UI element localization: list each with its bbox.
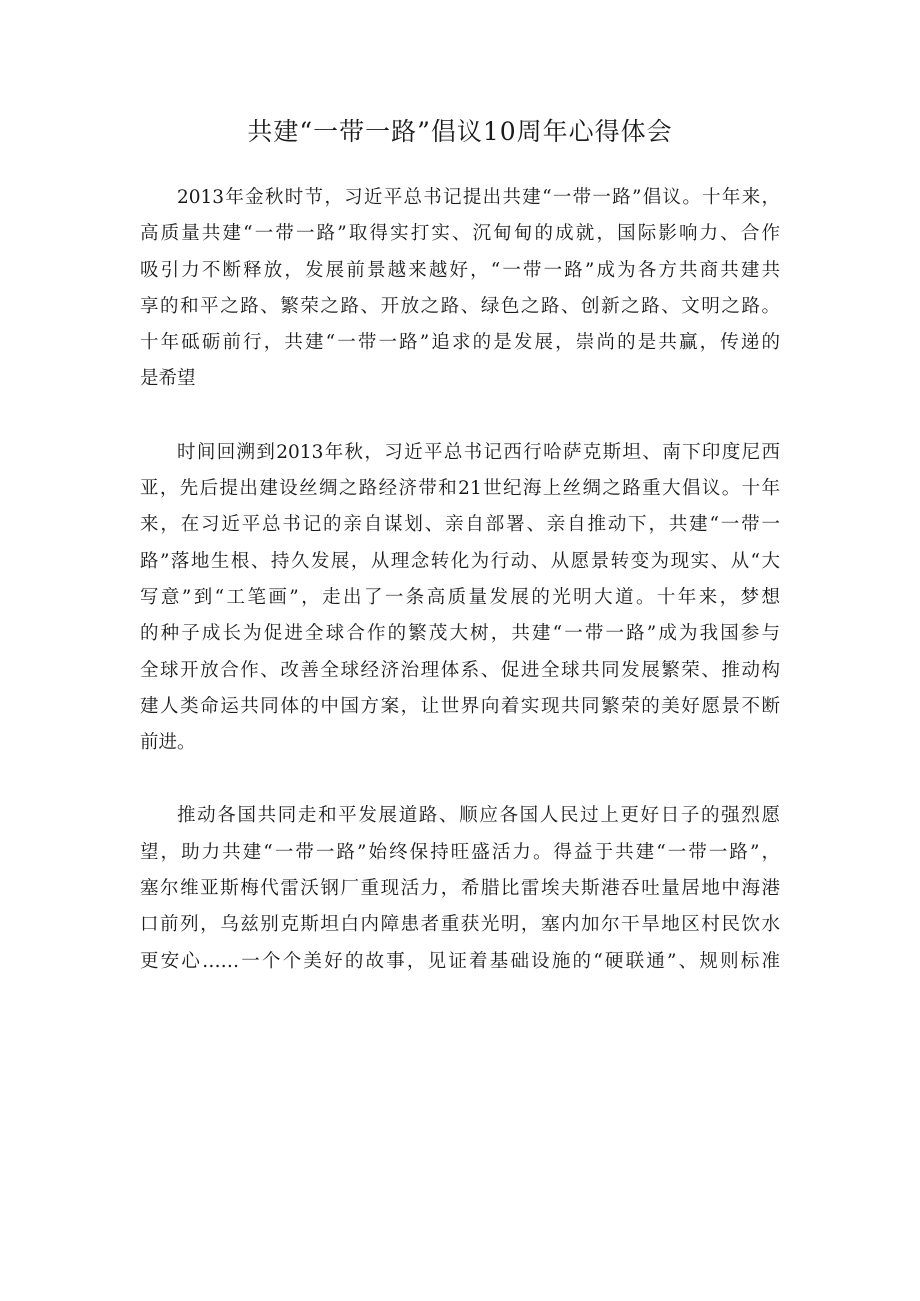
- text-line: 吸引力不断释放，发展前景越来越好，“一带一路”成为各方共商共建共: [140, 259, 780, 281]
- paragraph-2: [140, 435, 780, 762]
- text-line: 口前列，乌兹别克斯坦白内障患者重获光明，塞内加尔干旱地区村民饮水: [140, 914, 780, 936]
- text-line: 前进。: [140, 732, 196, 754]
- text-line: 全球开放合作、改善全球经济治理体系、促进全球共同发展繁荣、推动构: [140, 659, 780, 681]
- text-line: 来，在习近平总书记的亲自谋划、亲自部署、亲自推动下，共建“一带一: [140, 514, 780, 536]
- text-line: 亚，先后提出建设丝绸之路经济带和21世纪海上丝绸之路重大倡议。十年: [140, 478, 780, 500]
- text-line: 望，助力共建“一带一路”始终保持旺盛活力。得益于共建“一带一路”，: [140, 841, 780, 863]
- document-title: 共建“一带一路”倡议10周年心得体会: [247, 117, 673, 146]
- text-line: 更安心……一个个美好的故事，见证着基础设施的“硬联通”、规则标准: [140, 950, 780, 972]
- text-line: 写意”到“工笔画”，走出了一条高质量发展的光明大道。十年来，梦想: [140, 586, 780, 608]
- paragraph-3: [140, 798, 780, 979]
- text-line: 高质量共建“一带一路”取得实打实、沉甸甸的成就，国际影响力、合作: [140, 223, 780, 245]
- text-line: 建人类命运共同体的中国方案，让世界向着实现共同繁荣的美好愿景不断: [140, 695, 780, 717]
- paragraph-1: [140, 180, 780, 398]
- text-line: 是希望: [140, 368, 196, 390]
- text-line: 塞尔维亚斯梅代雷沃钢厂重现活力，希腊比雷埃夫斯港吞吐量居地中海港: [140, 878, 780, 900]
- text-line: 2013年金秋时节，习近平总书记提出共建“一带一路”倡议。十年来，: [177, 187, 780, 208]
- paragraph-spacer: [140, 398, 780, 435]
- text-line: 的种子成长为促进全球合作的繁茂大树，共建“一带一路”成为我国参与: [140, 623, 780, 645]
- text-line: 推动各国共同走和平发展道路、顺应各国人民过上更好日子的强烈愿: [177, 805, 780, 827]
- document-body: [140, 180, 780, 980]
- text-line: 享的和平之路、繁荣之路、开放之路、绿色之路、创新之路、文明之路。: [140, 295, 780, 317]
- text-line: 十年砥砺前行，共建“一带一路”追求的是发展，崇尚的是共赢，传递的: [140, 332, 780, 354]
- paragraph-spacer: [140, 761, 780, 798]
- text-line: 路”落地生根、持久发展，从理念转化为行动、从愿景转变为现实、从“大: [140, 550, 780, 572]
- text-line: 时间回溯到2013年秋，习近平总书记西行哈萨克斯坦、南下印度尼西: [177, 441, 780, 463]
